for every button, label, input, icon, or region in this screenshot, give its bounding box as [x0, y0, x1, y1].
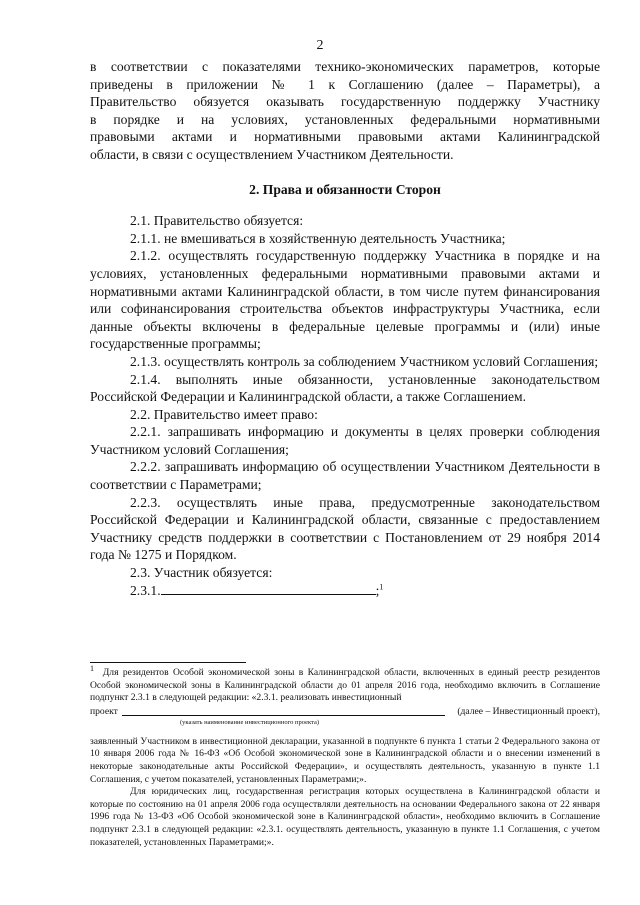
footnote-2: Для юридических лиц, государственная регистрация которых осуществлена в Калининградской области и которые по состоянию на 01 апреля 2006 года осуществляли деятельность на основании Федерального закона от 22 января 1996 года № 13-ФЗ «Об Особой экономической зоне в Калининградской области», необходимо включить в Соглашение подпункт 2.3.1 в следующей редакции: «2.3.1. осуществлять деятельность, указанную в пункте 1.1 Соглашения, с учетом показателей, установленных Параметрами;».: [90, 786, 600, 848]
intro-line: в порядке и на условиях, установленных федеральными нормативными: [90, 111, 600, 127]
footnote-block: [90, 663, 600, 849]
intro-line: области, в связи с осуществлением Участником Деятельности.: [90, 146, 454, 162]
intro-line: правовыми актами и нормативными правовыми актами Калининградской: [90, 129, 600, 145]
clause-2-2: 2.2. Правительство имеет право:: [130, 406, 318, 422]
document-body: [90, 58, 600, 599]
project-name-blank: [122, 705, 445, 716]
clause-2-2-3: 2.2.3. осуществлять иные права, предусмотренные законодательством Российской Федерации и Калининградской области, связанные с предоставлением Участнику средств поддержки в соответствии с Постановлением от 29 ноября 2014 года № 1275 и Порядком.: [90, 494, 600, 563]
clause-2-3-1-end: ;: [375, 582, 380, 598]
project-caption: (указать наименование инвестиционного проекта): [180, 718, 319, 726]
footnote-project-word: проект: [90, 706, 118, 718]
clause-2-2-2: 2.2.2. запрашивать информацию об осуществлении Участником Деятельности в соответствии с Параметрами;: [90, 459, 600, 493]
clause-2-1-1: 2.1.1. не вмешиваться в хозяйственную деятельность Участника;: [130, 230, 506, 246]
footnote-1-start: Для резидентов Особой экономической зоны в Калининградской области, включенных в единый реестр резидентов Особой экономической зоны в Калининградской области до 01 апреля 2016 года, необходимо включить в Соглашение подпункт 2.3.1 в следующей редакции: «2.3.1. реализовать инвестиционный: [90, 667, 600, 704]
clause-2-3: 2.3. Участник обязуется:: [130, 565, 273, 581]
clause-2-3-1: [90, 582, 600, 600]
footnote-separator: [90, 662, 246, 663]
intro-line: Правительство обязуется оказывать государственную поддержку Участнику: [90, 94, 600, 110]
page-number: 2: [316, 38, 324, 53]
footnote-number: 1: [90, 663, 94, 673]
footnote-1-rest: заявленный Участником в инвестиционной декларации, указанной в подпункте 6 пункта 1 статьи 2 Федерального закона от 10 января 2006 года № 16-ФЗ «Об Особой экономической зоне в Калининградской области и о внесении изменений в некоторые законодательные акты Российской Федерации», и осуществлять деятельность, указанную в пункте 1.1 Соглашения, с учетом показателей, установленных Параметрами;».: [90, 735, 600, 785]
clause-2-3-1-number: 2.3.1.: [130, 582, 161, 598]
clause-2-1-3: 2.1.3. осуществлять контроль за соблюдением Участником условий Соглашения;: [130, 353, 599, 369]
footnote-project-end: (далее – Инвестиционный проект),: [457, 706, 600, 718]
clause-2-1-4: 2.1.4. выполнять иные обязанности, установленные законодательством Российской Федерации и Калининградской области, а также Соглашением.: [90, 371, 600, 405]
footnote-1: [90, 663, 600, 705]
intro-line: в соответствии с показателями технико-экономических параметров, которые: [90, 59, 600, 74]
project-line-row: [90, 705, 600, 719]
fill-in-blank: [161, 582, 376, 595]
footnote-reference: 1: [379, 582, 384, 592]
clause-2-1: 2.1. Правительство обязуется:: [130, 213, 304, 229]
clause-2-1-2: 2.1.2. осуществлять государственную поддержку Участника в порядке и на условиях, установленных федеральными нормативными правовыми актами и нормативными актами Калининградской области, в том числе путем финансирования или софинансирования строительства объектов инфраструктуры Участника, если данные объекты включены в федеральные целевые программы и (или) иные государственные программы;: [90, 248, 600, 352]
section-title: 2. Права и обязанности Сторон: [249, 181, 441, 197]
intro-line: приведены в приложении № 1 к Соглашению (далее – Параметры), а: [90, 76, 600, 92]
clause-2-2-1: 2.2.1. запрашивать информацию и документы в целях проверки соблюдения Участником условий Соглашения;: [90, 424, 600, 457]
